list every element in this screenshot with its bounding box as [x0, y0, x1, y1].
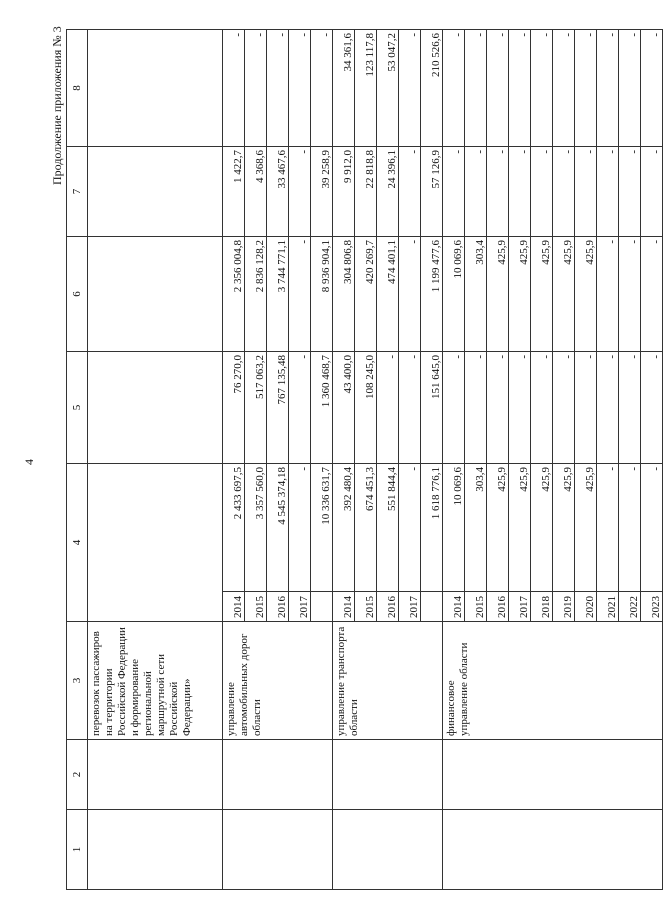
value-cell: 425,9: [531, 237, 553, 352]
total-cell: 425,9: [509, 464, 531, 592]
value-cell: -: [575, 352, 597, 464]
total-cell: 425,9: [575, 464, 597, 592]
total-cell: 2 433 697,5: [223, 464, 245, 592]
value-cell: -: [619, 147, 641, 237]
value-cell: -: [641, 147, 663, 237]
value-cell: 2 836 128,2: [245, 237, 267, 352]
value-cell: -: [289, 30, 311, 147]
value-cell: -: [597, 237, 619, 352]
value-cell: 4 368,6: [245, 147, 267, 237]
value-cell: 474 401,1: [377, 237, 399, 352]
col1-cell: [223, 810, 333, 890]
year-cell: 2023: [641, 592, 663, 622]
header-cell: 4: [67, 464, 88, 622]
empty-cell: [88, 464, 223, 622]
value-cell: 303,4: [465, 237, 487, 352]
value-cell: 517 063,2: [245, 352, 267, 464]
value-cell: -: [597, 147, 619, 237]
value-cell: -: [465, 30, 487, 147]
value-cell: -: [223, 30, 245, 147]
value-cell: -: [575, 147, 597, 237]
empty-cell: [88, 30, 223, 147]
header-row: [67, 30, 88, 890]
total-cell: 425,9: [487, 464, 509, 592]
value-cell: -: [509, 147, 531, 237]
total-cell: -: [597, 464, 619, 592]
total-cell: -: [641, 464, 663, 592]
total-cell: 425,9: [553, 464, 575, 592]
value-cell: -: [531, 352, 553, 464]
value-cell: 10 069,6: [443, 237, 465, 352]
value-cell: 3 744 771,1: [267, 237, 289, 352]
value-cell: -: [553, 352, 575, 464]
value-cell: -: [641, 352, 663, 464]
value-cell: -: [377, 352, 399, 464]
value-cell: -: [443, 30, 465, 147]
value-cell: 53 047,2: [377, 30, 399, 147]
value-cell: -: [443, 147, 465, 237]
executor-cell: финансовое управление области: [443, 622, 663, 740]
year-cell: 2015: [355, 592, 377, 622]
total-cell: 425,9: [531, 464, 553, 592]
total-cell: 1 618 776,1: [421, 464, 443, 592]
value-cell: 1 360 468,7: [311, 352, 333, 464]
header-cell: 2: [67, 740, 88, 810]
value-cell: -: [487, 30, 509, 147]
col2-cell: [88, 740, 223, 810]
total-cell: 4 545 374,18: [267, 464, 289, 592]
value-cell: -: [641, 237, 663, 352]
value-cell: 1 199 477,6: [421, 237, 443, 352]
empty-cell: [88, 352, 223, 464]
col1-cell: [443, 810, 663, 890]
value-cell: -: [487, 352, 509, 464]
value-cell: 22 818,8: [355, 147, 377, 237]
value-cell: -: [399, 352, 421, 464]
value-cell: -: [509, 352, 531, 464]
header-cell: 7: [67, 147, 88, 237]
value-cell: 57 126,9: [421, 147, 443, 237]
value-cell: -: [553, 147, 575, 237]
value-cell: -: [597, 352, 619, 464]
value-cell: -: [531, 30, 553, 147]
value-cell: -: [465, 352, 487, 464]
value-cell: -: [245, 30, 267, 147]
value-cell: -: [531, 147, 553, 237]
value-cell: 420 269,7: [355, 237, 377, 352]
value-cell: -: [289, 147, 311, 237]
value-cell: 304 806,8: [333, 237, 355, 352]
year-cell: 2019: [553, 592, 575, 622]
year-cell: 2015: [245, 592, 267, 622]
value-cell: 108 245,0: [355, 352, 377, 464]
col2-cell: [223, 740, 333, 810]
header-cell: 1: [67, 810, 88, 890]
value-cell: 33 467,6: [267, 147, 289, 237]
year-cell: 2017: [399, 592, 421, 622]
col1-cell: [88, 810, 223, 890]
value-cell: 39 258,9: [311, 147, 333, 237]
value-cell: 210 526,6: [421, 30, 443, 147]
total-cell: 674 451,3: [355, 464, 377, 592]
total-cell: 3 357 560,0: [245, 464, 267, 592]
header-cell: 8: [67, 30, 88, 147]
value-cell: 767 135,48: [267, 352, 289, 464]
value-cell: -: [619, 30, 641, 147]
year-cell: 2016: [267, 592, 289, 622]
value-cell: 425,9: [509, 237, 531, 352]
total-cell: 303,4: [465, 464, 487, 592]
year-cell: 2014: [443, 592, 465, 622]
value-cell: -: [509, 30, 531, 147]
total-cell: 10 069,6: [443, 464, 465, 592]
value-cell: 24 396,1: [377, 147, 399, 237]
value-cell: 9 912,0: [333, 147, 355, 237]
year-cell: 2018: [531, 592, 553, 622]
col1-cell: [333, 810, 443, 890]
value-cell: -: [597, 30, 619, 147]
table-row: [443, 30, 465, 890]
year-cell: 2021: [597, 592, 619, 622]
year-cell: [421, 592, 443, 622]
year-cell: 2014: [333, 592, 355, 622]
value-cell: -: [619, 352, 641, 464]
value-cell: -: [465, 147, 487, 237]
year-cell: 2020: [575, 592, 597, 622]
value-cell: -: [553, 30, 575, 147]
budget-table: [66, 29, 663, 890]
value-cell: -: [487, 147, 509, 237]
value-cell: -: [399, 30, 421, 147]
value-cell: 43 400,0: [333, 352, 355, 464]
value-cell: 151 645,0: [421, 352, 443, 464]
value-cell: -: [289, 237, 311, 352]
empty-cell: [88, 147, 223, 237]
header-cell: 5: [67, 352, 88, 464]
value-cell: 2 356 004,8: [223, 237, 245, 352]
value-cell: 123 117,8: [355, 30, 377, 147]
total-cell: 10 336 631,7: [311, 464, 333, 592]
value-cell: 34 361,6: [333, 30, 355, 147]
value-cell: -: [619, 237, 641, 352]
table-row: [223, 30, 245, 890]
page-number: 4: [22, 459, 36, 465]
total-cell: -: [619, 464, 641, 592]
appendix-note: Продолжение приложения № 3: [50, 26, 64, 185]
intro-row: [88, 30, 223, 890]
total-cell: 551 844,4: [377, 464, 399, 592]
total-cell: 392 480,4: [333, 464, 355, 592]
executor-cell: управление транспорта области: [333, 622, 443, 740]
year-cell: 2015: [465, 592, 487, 622]
year-cell: 2022: [619, 592, 641, 622]
year-cell: 2017: [289, 592, 311, 622]
value-cell: -: [311, 30, 333, 147]
value-cell: 1 422,7: [223, 147, 245, 237]
total-cell: -: [399, 464, 421, 592]
value-cell: 425,9: [575, 237, 597, 352]
value-cell: -: [399, 147, 421, 237]
year-cell: 2017: [509, 592, 531, 622]
value-cell: 425,9: [553, 237, 575, 352]
year-cell: 2014: [223, 592, 245, 622]
value-cell: 8 936 904,1: [311, 237, 333, 352]
value-cell: 425,9: [487, 237, 509, 352]
value-cell: -: [575, 30, 597, 147]
value-cell: 76 270,0: [223, 352, 245, 464]
program-name-cell: перевозок пассажиров на территории Российской Федерации и формирование региональной маршрутной сети Российской Федерации»: [88, 622, 223, 740]
year-cell: 2016: [487, 592, 509, 622]
header-cell: 6: [67, 237, 88, 352]
total-cell: -: [289, 464, 311, 592]
table-row: [333, 30, 355, 890]
value-cell: -: [443, 352, 465, 464]
col2-cell: [443, 740, 663, 810]
value-cell: -: [641, 30, 663, 147]
executor-cell: управление автомобильных дорог области: [223, 622, 333, 740]
header-cell: 3: [67, 622, 88, 740]
value-cell: -: [399, 237, 421, 352]
year-cell: [311, 592, 333, 622]
value-cell: -: [289, 352, 311, 464]
empty-cell: [88, 237, 223, 352]
value-cell: -: [267, 30, 289, 147]
col2-cell: [333, 740, 443, 810]
year-cell: 2016: [377, 592, 399, 622]
